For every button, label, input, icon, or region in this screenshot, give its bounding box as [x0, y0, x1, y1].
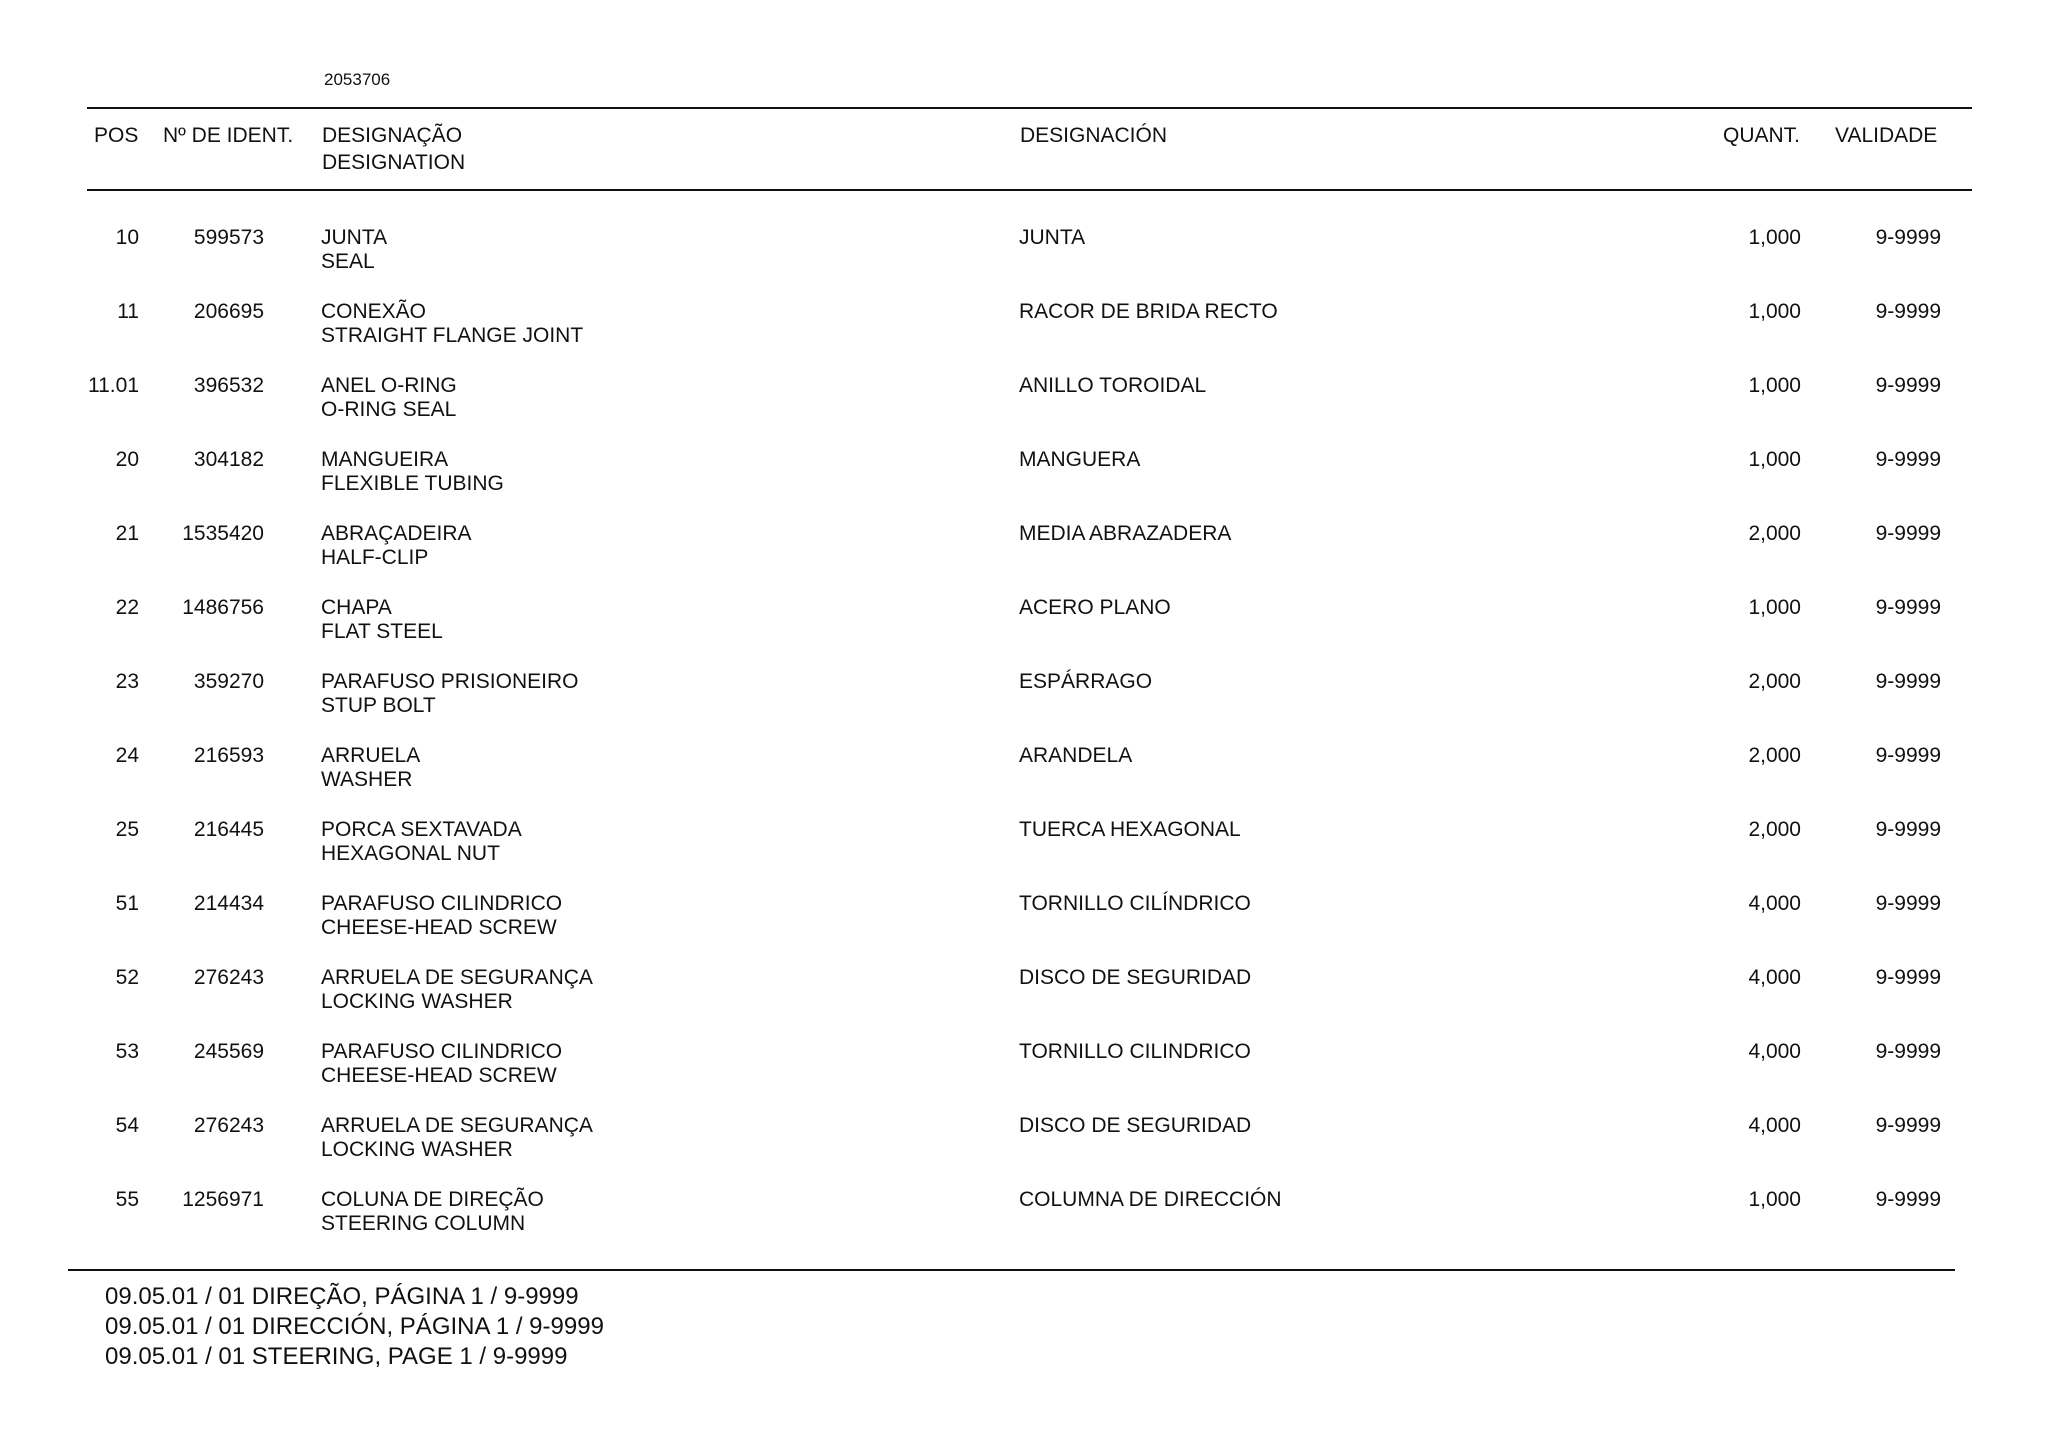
table-row — [0, 1188, 2048, 1262]
designacao-cell: PARAFUSO CILINDRICO — [321, 892, 563, 915]
ident-cell: 599573 — [193, 226, 264, 249]
ident-cell: 276243 — [193, 966, 264, 989]
quantity-cell: 1,000 — [1748, 226, 1801, 249]
pos-cell: 53 — [115, 1040, 139, 1063]
quantity-cell: 1,000 — [1748, 374, 1801, 397]
validity-cell: 9-9999 — [1875, 522, 1941, 545]
designation-cell: STUP BOLT — [321, 694, 436, 717]
table-row — [0, 374, 2048, 448]
validity-cell: 9-9999 — [1875, 1114, 1941, 1137]
document-id: 2053706 — [324, 70, 391, 89]
designation-cell: STRAIGHT FLANGE JOINT — [321, 324, 584, 347]
header-pos: POS — [94, 124, 139, 147]
pos-cell: 54 — [115, 1114, 139, 1137]
table-row — [0, 670, 2048, 744]
ident-cell: 1535420 — [182, 522, 264, 545]
validity-cell: 9-9999 — [1875, 300, 1941, 323]
designacion-cell: JUNTA — [1019, 226, 1086, 249]
table-row — [0, 744, 2048, 818]
designation-cell: HALF-CLIP — [321, 546, 429, 569]
pos-cell: 21 — [115, 522, 139, 545]
designacao-cell: CONEXÃO — [321, 300, 427, 323]
header-designacao: DESIGNAÇÃO — [322, 124, 463, 147]
ident-cell: 396532 — [193, 374, 264, 397]
header-quant: QUANT. — [1722, 124, 1800, 147]
header-designation: DESIGNATION — [322, 151, 466, 174]
designacion-cell: COLUMNA DE DIRECCIÓN — [1019, 1188, 1282, 1211]
designacion-cell: ACERO PLANO — [1019, 596, 1171, 619]
validity-cell: 9-9999 — [1875, 892, 1941, 915]
table-row — [0, 892, 2048, 966]
quantity-cell: 1,000 — [1748, 448, 1801, 471]
designacion-cell: DISCO DE SEGURIDAD — [1019, 966, 1252, 989]
header-ident: Nº DE IDENT. — [163, 124, 294, 147]
designacao-cell: PARAFUSO CILINDRICO — [321, 1040, 563, 1063]
designacion-cell: TORNILLO CILÍNDRICO — [1019, 892, 1251, 915]
designacao-cell: ARRUELA DE SEGURANÇA — [321, 966, 593, 989]
header-designacion: DESIGNACIÓN — [1020, 124, 1168, 147]
designation-cell: CHEESE-HEAD SCREW — [321, 1064, 557, 1087]
validity-cell: 9-9999 — [1875, 744, 1941, 767]
quantity-cell: 4,000 — [1748, 1040, 1801, 1063]
table-row — [0, 818, 2048, 892]
designation-cell: FLAT STEEL — [321, 620, 443, 643]
quantity-cell: 2,000 — [1748, 522, 1801, 545]
ident-cell: 245569 — [193, 1040, 264, 1063]
designacao-cell: MANGUEIRA — [321, 448, 449, 471]
validity-cell: 9-9999 — [1875, 966, 1941, 989]
designacao-cell: JUNTA — [321, 226, 388, 249]
table-row — [0, 1114, 2048, 1188]
designacion-cell: TORNILLO CILINDRICO — [1019, 1040, 1251, 1063]
quantity-cell: 4,000 — [1748, 1114, 1801, 1137]
pos-cell: 22 — [115, 596, 139, 619]
designacao-cell: PORCA SEXTAVADA — [321, 818, 522, 841]
quantity-cell: 2,000 — [1748, 744, 1801, 767]
ident-cell: 1486756 — [182, 596, 264, 619]
header-validade: VALIDADE — [1835, 124, 1938, 147]
designation-cell: WASHER — [321, 768, 413, 791]
quantity-cell: 1,000 — [1748, 300, 1801, 323]
designacao-cell: ARRUELA — [321, 744, 421, 767]
ident-cell: 1256971 — [182, 1188, 264, 1211]
pos-cell: 23 — [115, 670, 139, 693]
table-row — [0, 300, 2048, 374]
pos-cell: 55 — [115, 1188, 139, 1211]
table-row — [0, 966, 2048, 1040]
quantity-cell: 2,000 — [1748, 818, 1801, 841]
ident-cell: 216593 — [193, 744, 264, 767]
pos-cell: 25 — [115, 818, 139, 841]
designacion-cell: ESPÁRRAGO — [1019, 670, 1153, 693]
designation-cell: FLEXIBLE TUBING — [321, 472, 504, 495]
header-top-rule — [87, 107, 1972, 109]
designacion-cell: TUERCA HEXAGONAL — [1019, 818, 1241, 841]
validity-cell: 9-9999 — [1875, 670, 1941, 693]
designation-cell: CHEESE-HEAD SCREW — [321, 916, 557, 939]
designation-cell: LOCKING WASHER — [321, 990, 513, 1013]
designacao-cell: CHAPA — [321, 596, 392, 619]
designacion-cell: MANGUERA — [1019, 448, 1141, 471]
designacion-cell: RACOR DE BRIDA RECTO — [1019, 300, 1278, 323]
designation-cell: O-RING SEAL — [321, 398, 457, 421]
validity-cell: 9-9999 — [1875, 818, 1941, 841]
designacao-cell: ANEL O-RING — [321, 374, 457, 397]
ident-cell: 276243 — [193, 1114, 264, 1137]
designacao-cell: ARRUELA DE SEGURANÇA — [321, 1114, 593, 1137]
designacao-cell: PARAFUSO PRISIONEIRO — [321, 670, 579, 693]
validity-cell: 9-9999 — [1875, 374, 1941, 397]
ident-cell: 304182 — [193, 448, 264, 471]
designation-cell: STEERING COLUMN — [321, 1212, 526, 1235]
quantity-cell: 1,000 — [1748, 1188, 1801, 1211]
quantity-cell: 1,000 — [1748, 596, 1801, 619]
designacao-cell: COLUNA DE DIREÇÃO — [321, 1188, 544, 1211]
ident-cell: 214434 — [193, 892, 264, 915]
designation-cell: LOCKING WASHER — [321, 1138, 513, 1161]
footer-line-es: 09.05.01 / 01 DIRECCIÓN, PÁGINA 1 / 9-9999 — [105, 1313, 604, 1340]
header-bottom-rule — [87, 189, 1972, 191]
pos-cell: 51 — [115, 892, 139, 915]
footer-rule — [68, 1269, 1955, 1271]
designacao-cell: ABRAÇADEIRA — [321, 522, 472, 545]
quantity-cell: 4,000 — [1748, 892, 1801, 915]
footer-line-en: 09.05.01 / 01 STEERING, PAGE 1 / 9-9999 — [105, 1343, 568, 1370]
pos-cell: 52 — [115, 966, 139, 989]
quantity-cell: 2,000 — [1748, 670, 1801, 693]
footer-line-pt: 09.05.01 / 01 DIREÇÃO, PÁGINA 1 / 9-9999 — [105, 1283, 579, 1310]
validity-cell: 9-9999 — [1875, 448, 1941, 471]
pos-cell: 11.01 — [88, 374, 139, 397]
ident-cell: 216445 — [193, 818, 264, 841]
designacion-cell: MEDIA ABRAZADERA — [1019, 522, 1232, 545]
validity-cell: 9-9999 — [1875, 1040, 1941, 1063]
designacion-cell: DISCO DE SEGURIDAD — [1019, 1114, 1252, 1137]
designacion-cell: ANILLO TOROIDAL — [1019, 374, 1207, 397]
pos-cell: 10 — [115, 226, 139, 249]
table-row — [0, 226, 2048, 300]
table-row — [0, 448, 2048, 522]
designacion-cell: ARANDELA — [1019, 744, 1133, 767]
pos-cell: 24 — [115, 744, 139, 767]
quantity-cell: 4,000 — [1748, 966, 1801, 989]
table-row — [0, 1040, 2048, 1114]
pos-cell: 11 — [117, 300, 139, 323]
designation-cell: SEAL — [321, 250, 375, 273]
table-row — [0, 522, 2048, 596]
designation-cell: HEXAGONAL NUT — [321, 842, 500, 865]
ident-cell: 359270 — [193, 670, 264, 693]
validity-cell: 9-9999 — [1875, 1188, 1941, 1211]
ident-cell: 206695 — [193, 300, 264, 323]
pos-cell: 20 — [115, 448, 139, 471]
validity-cell: 9-9999 — [1875, 226, 1941, 249]
table-row — [0, 596, 2048, 670]
validity-cell: 9-9999 — [1875, 596, 1941, 619]
